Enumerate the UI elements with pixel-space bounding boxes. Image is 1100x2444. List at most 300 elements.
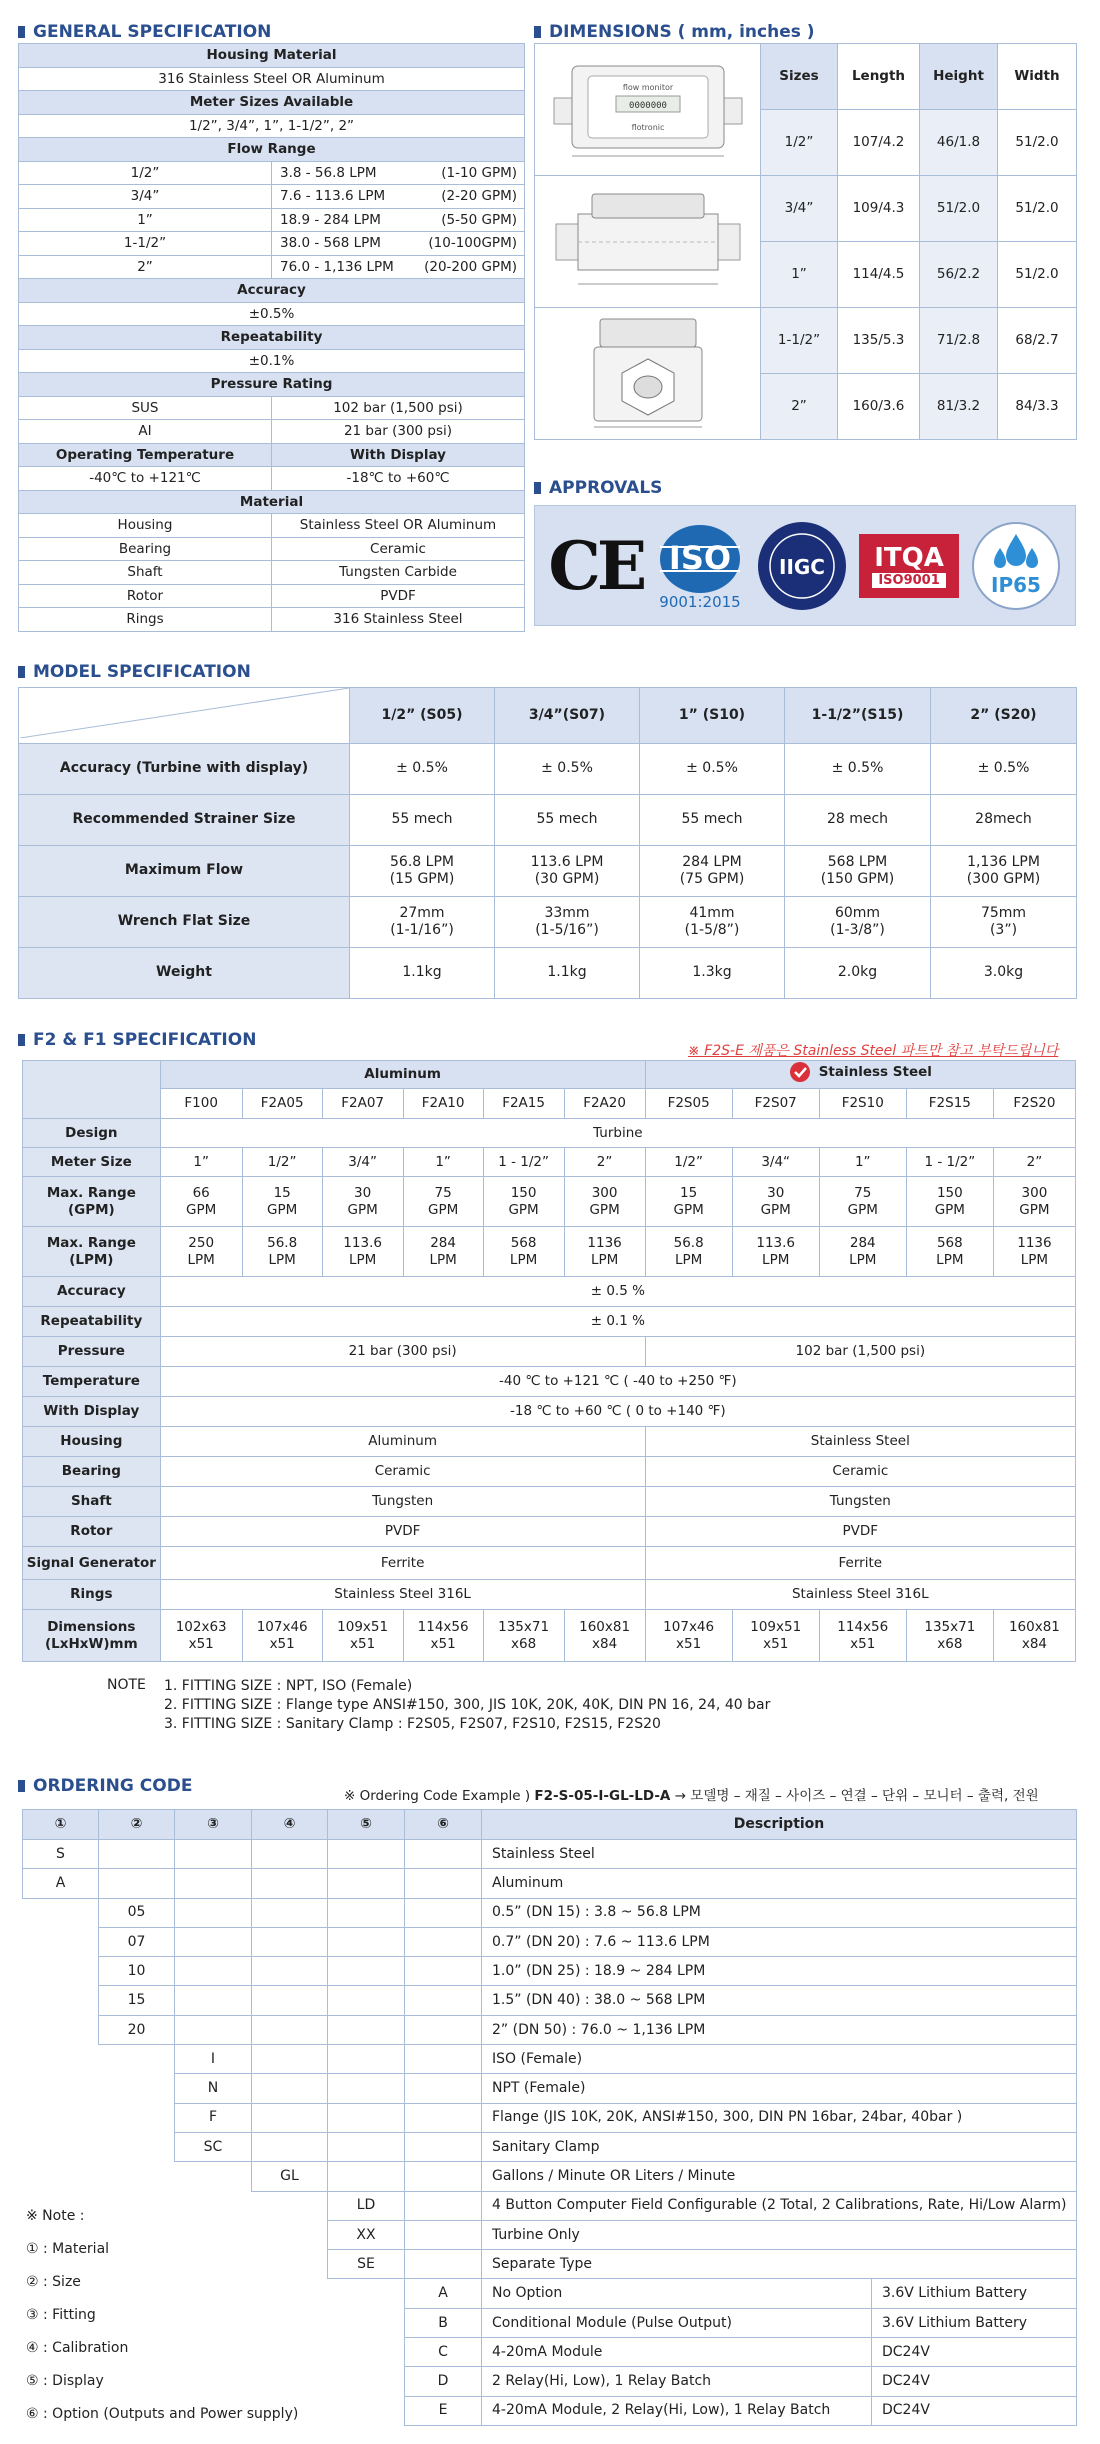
model-row-label: Weight	[19, 947, 350, 998]
ordering-spacer	[99, 2162, 175, 2191]
iso-9001-logo	[654, 521, 746, 611]
ordering-power: DC24V	[872, 2396, 1077, 2425]
iso-globe-icon	[654, 521, 746, 611]
ordering-code-cell: SC	[175, 2132, 252, 2161]
ordering-empty-cell	[99, 1869, 175, 1898]
f2-model-name: F2A05	[242, 1089, 322, 1119]
ordering-code-cell: 05	[99, 1898, 175, 1927]
f2-notes: 1. FITTING SIZE : NPT, ISO (Female) 2. FITTING SIZE : Flange type ANSI#150, 300, JIS 10K, 20K, 40K, DIN PN 16, 24, 40 bar 3. FITTING SIZE : Sanitary Clamp : F2S05, F2S07, F2S10, F2S15, F2S20	[164, 1678, 771, 1732]
dim-row: 1” 114/4.5 56/2.2 51/2.0	[535, 242, 1077, 308]
ordering-empty-cell	[252, 1986, 328, 2015]
max-gpm-cell: 300 GPM	[564, 1177, 645, 1227]
ordering-spacer	[23, 2074, 99, 2103]
pressure-aluminum: 21 bar (300 psi)	[160, 1337, 645, 1367]
material-value: Stainless Steel OR Aluminum	[272, 514, 525, 538]
max-gpm-cell: 150 GPM	[906, 1177, 993, 1227]
col-material-header: ①	[23, 1810, 99, 1840]
ordering-empty-cell	[252, 1898, 328, 1927]
f2-material-aluminum: Stainless Steel 316L	[160, 1580, 645, 1610]
max-gpm-cell: 15 GPM	[645, 1177, 732, 1227]
model-row-label: Recommended Strainer Size	[19, 794, 350, 845]
max-lpm-cell: 250 LPM	[160, 1227, 242, 1277]
f2-material-aluminum: PVDF	[160, 1517, 645, 1547]
material-row	[19, 514, 525, 538]
ordering-empty-cell	[328, 1986, 405, 2015]
model-row	[19, 845, 1077, 896]
ordering-description: No Option	[482, 2279, 872, 2308]
ordering-spacer	[23, 2162, 99, 2191]
f2-model-name: F2S15	[906, 1089, 993, 1119]
material-row	[19, 608, 525, 632]
ordering-description: Conditional Module (Pulse Output)	[482, 2308, 872, 2337]
max-gpm-cell: 15 GPM	[242, 1177, 322, 1227]
model-spec-title: MODEL SPECIFICATION	[18, 662, 251, 682]
f2-material-label: Bearing	[23, 1457, 161, 1487]
model-cell: ± 0.5%	[495, 743, 640, 794]
ordering-empty-cell	[175, 1840, 252, 1869]
f2-material-label: Rings	[23, 1580, 161, 1610]
general-spec-title: GENERAL SPECIFICATION	[18, 22, 271, 42]
f2-dimension-cell: 114x56 x51	[403, 1610, 483, 1662]
max-lpm-cell-label: Max. Range (LPM)	[23, 1227, 161, 1277]
accuracy-value: ±0.5%	[19, 302, 525, 326]
dimensions-table	[534, 43, 1077, 440]
approvals-logos	[534, 505, 1076, 626]
svg-text:ISO: ISO	[668, 538, 731, 577]
ordering-code-cell: A	[405, 2279, 482, 2308]
check-circle-icon	[789, 1061, 811, 1083]
ordering-empty-cell	[328, 2103, 405, 2132]
f2-material-row	[23, 1547, 1076, 1580]
f2-dimensions-row	[23, 1610, 1076, 1662]
ordering-description: Flange (JIS 10K, 20K, ANSI#150, 300, DIN PN 16bar, 24bar, 40bar )	[482, 2103, 1077, 2132]
max-lpm-cell: 568 LPM	[906, 1227, 993, 1277]
f2-material-aluminum: Tungsten	[160, 1487, 645, 1517]
f2-material-stainless: Ceramic	[645, 1457, 1075, 1487]
max-lpm-cell: 56.8 LPM	[242, 1227, 322, 1277]
ordering-description: 1.5” (DN 40) : 38.0 ~ 568 LPM	[482, 1986, 1077, 2015]
max-range-gpm-row	[23, 1177, 1076, 1227]
f2-model-name: F2A20	[564, 1089, 645, 1119]
ordering-code-cell: GL	[252, 2162, 328, 2191]
ordering-code-cell: 20	[99, 2015, 175, 2044]
ordering-code-cell: D	[405, 2367, 482, 2396]
max-range-lpm-row	[23, 1227, 1076, 1277]
ordering-description: 2 Relay(Hi, Low), 1 Relay Batch	[482, 2367, 872, 2396]
ordering-spacer	[23, 1957, 99, 1986]
flow-range-rows	[19, 161, 525, 279]
flow-lpm: 38.0 - 568 LPM	[280, 235, 381, 252]
flow-range-row	[19, 208, 525, 232]
model-header: 1/2” (S05)	[350, 688, 495, 744]
flow-size: 1-1/2”	[19, 232, 272, 256]
dim-header-sizes: Sizes	[761, 44, 838, 110]
f2-model-row	[23, 1089, 1076, 1119]
housing-material-value: 316 Stainless Steel OR Aluminum	[19, 67, 525, 91]
f2-dimension-cell: 107x46 x51	[645, 1610, 732, 1662]
max-lpm-cell: 113.6 LPM	[732, 1227, 819, 1277]
ordering-row	[23, 2015, 1077, 2044]
ordering-empty-cell	[175, 1986, 252, 2015]
ordering-row	[23, 2162, 1077, 2191]
description-header: Description	[482, 1810, 1077, 1840]
device-front-drawing	[535, 44, 761, 176]
op-temp-value: -40℃ to +121℃	[19, 467, 272, 491]
section-marker	[18, 1780, 25, 1792]
svg-text:IIGC: IIGC	[779, 554, 826, 579]
flow-meter-side-icon	[548, 184, 748, 294]
ordering-empty-cell	[405, 1957, 482, 1986]
ordering-description: 1.0” (DN 25) : 18.9 ~ 284 LPM	[482, 1957, 1077, 1986]
material-value: 316 Stainless Steel	[272, 608, 525, 632]
model-cell: ± 0.5%	[640, 743, 785, 794]
ordering-empty-cell	[328, 2015, 405, 2044]
material-label: Material	[19, 490, 525, 514]
op-temp-label: Operating Temperature	[19, 443, 272, 467]
max-gpm-cell: 150 GPM	[483, 1177, 564, 1227]
f2-model-name: F2S10	[819, 1089, 906, 1119]
ordering-empty-cell	[252, 2132, 328, 2161]
f2-material-row	[23, 1517, 1076, 1547]
flow-range-row	[19, 232, 525, 256]
svg-text:IP65: IP65	[990, 572, 1041, 597]
f2-material-row	[23, 1487, 1076, 1517]
ordering-note: ※ Note : ① : Material ② : Size ③ : Fitting ④ : Calibration ⑤ : Display ⑥ : Option (Outputs and Power supply)	[26, 2208, 299, 2422]
model-corner-cell	[19, 688, 350, 744]
ordering-row	[23, 1898, 1077, 1927]
meter-size-cell: 3/4”	[322, 1148, 403, 1177]
ordering-row	[23, 2045, 1077, 2074]
section-marker	[18, 26, 25, 38]
ip65-drops-icon	[970, 520, 1062, 612]
model-row	[19, 794, 1077, 845]
model-row	[19, 947, 1077, 998]
max-gpm-cell: 75 GPM	[819, 1177, 906, 1227]
model-cell: 27mm (1-1/16”)	[350, 896, 495, 947]
ordering-description: 2” (DN 50) : 76.0 ~ 1,136 LPM	[482, 2015, 1077, 2044]
design-value: Turbine	[160, 1119, 1075, 1148]
f2-model-name: F2S07	[732, 1089, 819, 1119]
pressure-stainless: 102 bar (1,500 psi)	[645, 1337, 1075, 1367]
f2-material-stainless: Tungsten	[645, 1487, 1075, 1517]
material-key: Shaft	[19, 561, 272, 585]
ordering-empty-cell	[252, 2103, 328, 2132]
flow-lpm: 7.6 - 113.6 LPM	[280, 188, 386, 205]
model-cell: 33mm (1-5/16”)	[495, 896, 640, 947]
section-marker	[18, 1034, 25, 1046]
meter-sizes-label: Meter Sizes Available	[19, 91, 525, 115]
device-side-drawing	[535, 176, 761, 308]
max-lpm-cell: 56.8 LPM	[645, 1227, 732, 1277]
f2-dimension-cell: 135x71 x68	[483, 1610, 564, 1662]
accuracy-label: Accuracy	[19, 279, 525, 303]
max-gpm-cell: 300 GPM	[993, 1177, 1075, 1227]
ordering-power: DC24V	[872, 2367, 1077, 2396]
flow-range-cell	[272, 255, 525, 279]
ordering-description: Turbine Only	[482, 2220, 1077, 2249]
model-cell: 55 mech	[495, 794, 640, 845]
svg-text:9001:2015: 9001:2015	[659, 592, 741, 611]
f2-material-aluminum: Ceramic	[160, 1457, 645, 1487]
f2-spec-table	[22, 1060, 1076, 1662]
max-lpm-cell: 568 LPM	[483, 1227, 564, 1277]
max-lpm-cell: 284 LPM	[819, 1227, 906, 1277]
f2-material-label: Housing	[23, 1427, 161, 1457]
ordering-empty-cell	[252, 1957, 328, 1986]
material-key: Housing	[19, 514, 272, 538]
max-lpm-cell: 1136 LPM	[993, 1227, 1075, 1277]
f2-accuracy-label: Accuracy	[23, 1277, 161, 1307]
meter-size-cell: 1/2”	[645, 1148, 732, 1177]
max-gpm-cell: 66 GPM	[160, 1177, 242, 1227]
ordering-empty-cell	[252, 2045, 328, 2074]
ordering-spacer	[23, 2103, 99, 2132]
flow-lpm: 76.0 - 1,136 LPM	[280, 258, 394, 275]
ordering-empty-cell	[405, 2162, 482, 2191]
diagonal-line	[20, 688, 349, 738]
ordering-empty-cell	[175, 1957, 252, 1986]
f2-model-name: F2S20	[993, 1089, 1075, 1119]
ordering-description: NPT (Female)	[482, 2074, 1077, 2103]
model-header: 3/4”(S07)	[495, 688, 640, 744]
model-cell: 1,136 LPM (300 GPM)	[931, 845, 1077, 896]
ordering-code-cell: LD	[328, 2191, 405, 2220]
iigc-seal-icon	[756, 520, 848, 612]
svg-text:flow monitor: flow monitor	[622, 83, 673, 93]
model-cell: 60mm (1-3/8”)	[785, 896, 931, 947]
dim-header-height: Height	[920, 44, 998, 110]
model-row	[19, 743, 1077, 794]
ordering-empty-cell	[405, 1927, 482, 1956]
meter-size-cell: 1 - 1/2”	[483, 1148, 564, 1177]
model-cell: 28 mech	[785, 794, 931, 845]
flow-meter-end-icon	[548, 311, 748, 431]
ordering-spacer	[23, 1898, 99, 1927]
f2-material-label: Shaft	[23, 1487, 161, 1517]
f2-note-label: NOTE	[107, 1677, 146, 1693]
with-display-label: With Display	[272, 443, 525, 467]
f2-dimension-cell: 160x81 x84	[564, 1610, 645, 1662]
f2-material-aluminum: Aluminum	[160, 1427, 645, 1457]
model-cell: 55 mech	[640, 794, 785, 845]
ordering-code-cell: 15	[99, 1986, 175, 2015]
model-cell: 75mm (3”)	[931, 896, 1077, 947]
ip65-logo	[970, 520, 1062, 612]
model-row	[19, 896, 1077, 947]
ce-mark-logo: CE	[548, 526, 644, 605]
ordering-empty-cell	[252, 1869, 328, 1898]
f2-dimension-cell: 109x51 x51	[732, 1610, 819, 1662]
f2-material-stainless: Ferrite	[645, 1547, 1075, 1580]
ordering-description: Gallons / Minute OR Liters / Minute	[482, 2162, 1077, 2191]
dim-row: 3/4” 109/4.3 51/2.0 51/2.0	[535, 176, 1077, 242]
stainless-group-header: Stainless Steel	[645, 1061, 1075, 1089]
ordering-code-cell: A	[23, 1869, 99, 1898]
ordering-power: 3.6V Lithium Battery	[872, 2279, 1077, 2308]
ordering-code-cell: XX	[328, 2220, 405, 2249]
pressure-rating-label: Pressure Rating	[19, 373, 525, 397]
max-gpm-cell: 30 GPM	[732, 1177, 819, 1227]
with-display-value: -18℃ to +60℃	[272, 467, 525, 491]
ordering-empty-cell	[405, 2250, 482, 2279]
ordering-empty-cell	[175, 2015, 252, 2044]
ordering-description: 4-20mA Module	[482, 2338, 872, 2367]
material-value: PVDF	[272, 584, 525, 608]
f2-model-name: F100	[160, 1089, 242, 1119]
ordering-description: 4-20mA Module, 2 Relay(Hi, Low), 1 Relay Batch	[482, 2396, 872, 2425]
ordering-spacer	[328, 2367, 405, 2396]
model-cell: 1.1kg	[350, 947, 495, 998]
ordering-spacer	[23, 1986, 99, 2015]
ordering-spacer	[23, 2045, 99, 2074]
f2-display-label: With Display	[23, 1397, 161, 1427]
col-option-header: ⑥	[405, 1810, 482, 1840]
ordering-empty-cell	[252, 1840, 328, 1869]
col-fitting-header: ③	[175, 1810, 252, 1840]
f2-corner-cell	[23, 1061, 161, 1119]
meter-size-row	[23, 1148, 1076, 1177]
max-lpm-cell: 284 LPM	[403, 1227, 483, 1277]
model-cell: ± 0.5%	[350, 743, 495, 794]
ordering-code-cell: E	[405, 2396, 482, 2425]
iigc-logo	[756, 520, 848, 612]
ordering-row	[23, 1840, 1077, 1869]
ordering-description: ISO (Female)	[482, 2045, 1077, 2074]
dim-row: 1-1/2” 135/5.3 71/2.8 68/2.7	[535, 308, 1077, 374]
flow-range-label: Flow Range	[19, 138, 525, 162]
f2-material-row	[23, 1457, 1076, 1487]
ordering-description: Separate Type	[482, 2250, 1077, 2279]
f2-pressure-label: Pressure	[23, 1337, 161, 1367]
material-row	[19, 584, 525, 608]
ordering-spacer	[328, 2279, 405, 2308]
f2-material-label: Signal Generator	[23, 1547, 161, 1580]
ordering-empty-cell	[252, 2015, 328, 2044]
ordering-row	[23, 1927, 1077, 1956]
meter-size-cell: 3/4“	[732, 1148, 819, 1177]
flow-range-row	[19, 255, 525, 279]
meter-size-cell: 1/2”	[242, 1148, 322, 1177]
flow-gpm: (1-10 GPM)	[441, 164, 517, 181]
model-cell: 3.0kg	[931, 947, 1077, 998]
ordering-description: Stainless Steel	[482, 1840, 1077, 1869]
flow-range-cell	[272, 161, 525, 185]
ordering-empty-cell	[405, 1840, 482, 1869]
ordering-code-cell: F	[175, 2103, 252, 2132]
flow-meter-front-icon	[548, 52, 748, 162]
ordering-empty-cell	[328, 1869, 405, 1898]
flow-gpm: (20-200 GPM)	[424, 258, 517, 275]
ordering-code-cell: N	[175, 2074, 252, 2103]
dimensions-title: DIMENSIONS ( mm, inches )	[534, 22, 815, 42]
ordering-spacer	[23, 1927, 99, 1956]
material-value: Tungsten Carbide	[272, 561, 525, 585]
model-spec-table	[18, 687, 1077, 999]
f2-material-aluminum: Ferrite	[160, 1547, 645, 1580]
model-header: 2” (S20)	[931, 688, 1077, 744]
ordering-row	[23, 2074, 1077, 2103]
ordering-code-cell: SE	[328, 2250, 405, 2279]
model-cell: 1.1kg	[495, 947, 640, 998]
ordering-code-cell: C	[405, 2338, 482, 2367]
ordering-example: ※ Ordering Code Example ) F2-S-05-I-GL-LD-A → 모델명 – 재질 – 사이즈 – 연결 – 단위 – 모니터 – 출력, 전원	[344, 1788, 1039, 1804]
col-display-header: ⑤	[328, 1810, 405, 1840]
itqa-logo: ITQA ISO9001	[859, 534, 959, 598]
model-cell: 1.3kg	[640, 947, 785, 998]
ordering-empty-cell	[175, 1927, 252, 1956]
ordering-description: Sanitary Clamp	[482, 2132, 1077, 2161]
model-row-label: Maximum Flow	[19, 845, 350, 896]
model-row-label: Accuracy (Turbine with display)	[19, 743, 350, 794]
ordering-power: 3.6V Lithium Battery	[872, 2308, 1077, 2337]
f2-repeatability-value: ± 0.1 %	[160, 1307, 1075, 1337]
ordering-spacer	[99, 2132, 175, 2161]
meter-size-cell: 1”	[819, 1148, 906, 1177]
material-row	[19, 537, 525, 561]
f2-display-value: -18 ℃ to +60 ℃ ( 0 to +140 ℉)	[160, 1397, 1075, 1427]
ordering-empty-cell	[328, 1840, 405, 1869]
ordering-power: DC24V	[872, 2338, 1077, 2367]
housing-material-label: Housing Material	[19, 44, 525, 68]
ordering-description: 0.7” (DN 20) : 7.6 ~ 113.6 LPM	[482, 1927, 1077, 1956]
material-key: Rotor	[19, 584, 272, 608]
model-header: 1” (S10)	[640, 688, 785, 744]
aluminum-group-header: Aluminum	[160, 1061, 645, 1089]
ordering-spacer	[99, 2074, 175, 2103]
pressure-row: SUS 102 bar (1,500 psi)	[19, 396, 525, 420]
ordering-empty-cell	[328, 1957, 405, 1986]
flow-gpm: (5-50 GPM)	[441, 211, 517, 228]
flow-lpm: 3.8 - 56.8 LPM	[280, 164, 377, 181]
meter-size-cell-label: Meter Size	[23, 1148, 161, 1177]
ordering-row	[23, 1957, 1077, 1986]
ordering-row	[23, 2132, 1077, 2161]
model-cell: 2.0kg	[785, 947, 931, 998]
ordering-empty-cell	[328, 2074, 405, 2103]
max-gpm-cell: 75 GPM	[403, 1177, 483, 1227]
max-lpm-cell: 113.6 LPM	[322, 1227, 403, 1277]
flow-range-row	[19, 185, 525, 209]
max-gpm-cell-label: Max. Range (GPM)	[23, 1177, 161, 1227]
ordering-spacer	[328, 2308, 405, 2337]
flow-range-row	[19, 161, 525, 185]
ordering-empty-cell	[328, 2162, 405, 2191]
flow-gpm: (10-100GPM)	[428, 235, 517, 252]
material-value: Ceramic	[272, 537, 525, 561]
ordering-spacer	[328, 2396, 405, 2425]
max-lpm-cell: 1136 LPM	[564, 1227, 645, 1277]
ordering-empty-cell	[405, 2074, 482, 2103]
ordering-spacer	[23, 2015, 99, 2044]
ordering-empty-cell	[328, 1898, 405, 1927]
meter-size-cell: 1 - 1/2”	[906, 1148, 993, 1177]
f2-model-name: F2A15	[483, 1089, 564, 1119]
f2-temperature-label: Temperature	[23, 1367, 161, 1397]
material-key: Bearing	[19, 537, 272, 561]
ordering-empty-cell	[328, 2045, 405, 2074]
ordering-empty-cell	[405, 2103, 482, 2132]
ordering-code-cell: S	[23, 1840, 99, 1869]
flow-range-cell	[272, 208, 525, 232]
ordering-code-cell: 10	[99, 1957, 175, 1986]
repeatability-label: Repeatability	[19, 326, 525, 350]
pressure-row: AI 21 bar (300 psi)	[19, 420, 525, 444]
model-cell: ± 0.5%	[931, 743, 1077, 794]
col-calibration-header: ④	[252, 1810, 328, 1840]
ordering-empty-cell	[405, 2191, 482, 2220]
dim-header-width: Width	[998, 44, 1077, 110]
ordering-spacer	[23, 2132, 99, 2161]
